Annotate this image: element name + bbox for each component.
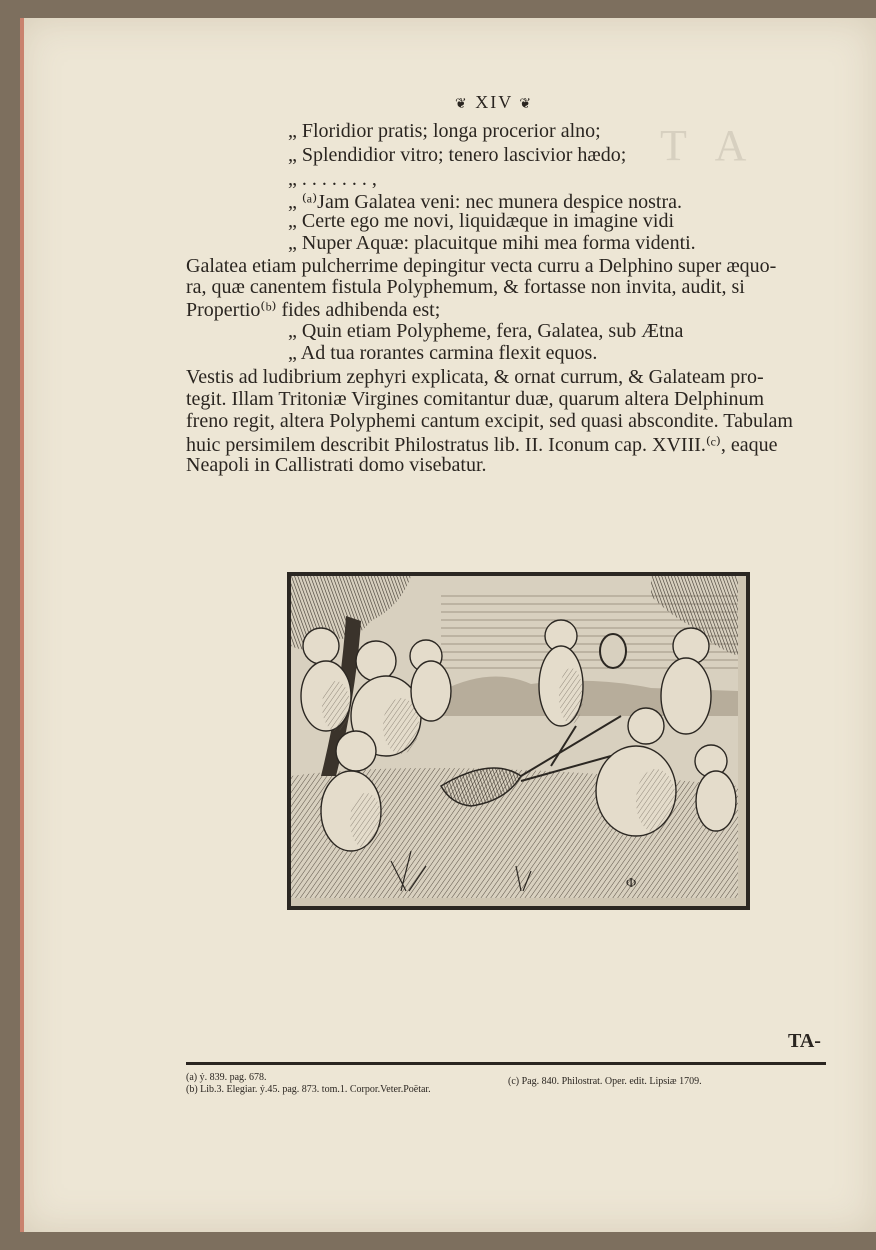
footnote-a: (a) ỷ. 839. pag. 678. — [186, 1072, 267, 1083]
verse-line: „ Nuper Aquæ: placuitque mihi mea forma videnti. — [288, 232, 696, 254]
page-edge — [20, 18, 24, 1232]
prose-line: huic persimilem describit Philostratus lib. II. Iconum cap. XVIII.⁽ᶜ⁾, eaque — [186, 434, 778, 456]
ornament-right-icon: ❦ — [519, 97, 534, 112]
verse-line: „ Floridior pratis; longa procerior alno; — [288, 120, 601, 142]
catchword: TA- — [788, 1030, 821, 1052]
prose-line: freno regit, altera Polyphemi cantum excipit, sed quasi abscondite. Tabulam — [186, 410, 793, 432]
verse-line: „ . . . . . . . , — [288, 168, 377, 190]
verse-line: „ Ad tua rorantes carmina flexit equos. — [288, 342, 598, 364]
prose-line: tegit. Illam Tritoniæ Virgines comitantur duæ, quarum altera Delphinum — [186, 388, 764, 410]
prose-line: Neapoli in Callistrati domo visebatur. — [186, 454, 487, 476]
verse-line: „ ⁽ᵃ⁾Jam Galatea veni: nec munera despice nostra. — [288, 191, 683, 213]
footnote-c: (c) Pag. 840. Philostrat. Oper. edit. Lipsiæ 1709. — [508, 1076, 702, 1087]
page-number: XIV — [475, 92, 513, 112]
verse-line: „ Splendidior vitro; tenero lascivior hædo; — [288, 144, 627, 166]
engraving-plate — [287, 572, 750, 910]
engraver-monogram: Φ — [626, 876, 637, 891]
prose-line: ra, quæ canentem fistula Polyphemum, & fortasse non invita, audit, si — [186, 276, 745, 298]
verse-line: „ Certe ego me novi, liquidæque in imagine vidi — [288, 210, 675, 232]
engraving-illustration — [291, 576, 738, 898]
show-through-text: T A — [660, 121, 757, 170]
prose-line: Vestis ad ludibrium zephyri explicata, & ornat currum, & Galateam pro- — [186, 366, 764, 388]
verse-line: „ Quin etiam Polypheme, fera, Galatea, sub Ætna — [288, 320, 684, 342]
ornament-left-icon: ❦ — [455, 97, 469, 112]
footnote-b: (b) Lib.3. Elegiar. ỷ.45. pag. 873. tom.1. Corpor.Veter.Poëtar. — [186, 1084, 431, 1095]
prose-line: Galatea etiam pulcherrime depingitur vecta curru a Delphino super æquo- — [186, 255, 777, 277]
running-head — [455, 92, 533, 113]
prose-line: Propertio⁽ᵇ⁾ fides adhibenda est; — [186, 299, 441, 321]
footnote-rule — [186, 1062, 826, 1065]
